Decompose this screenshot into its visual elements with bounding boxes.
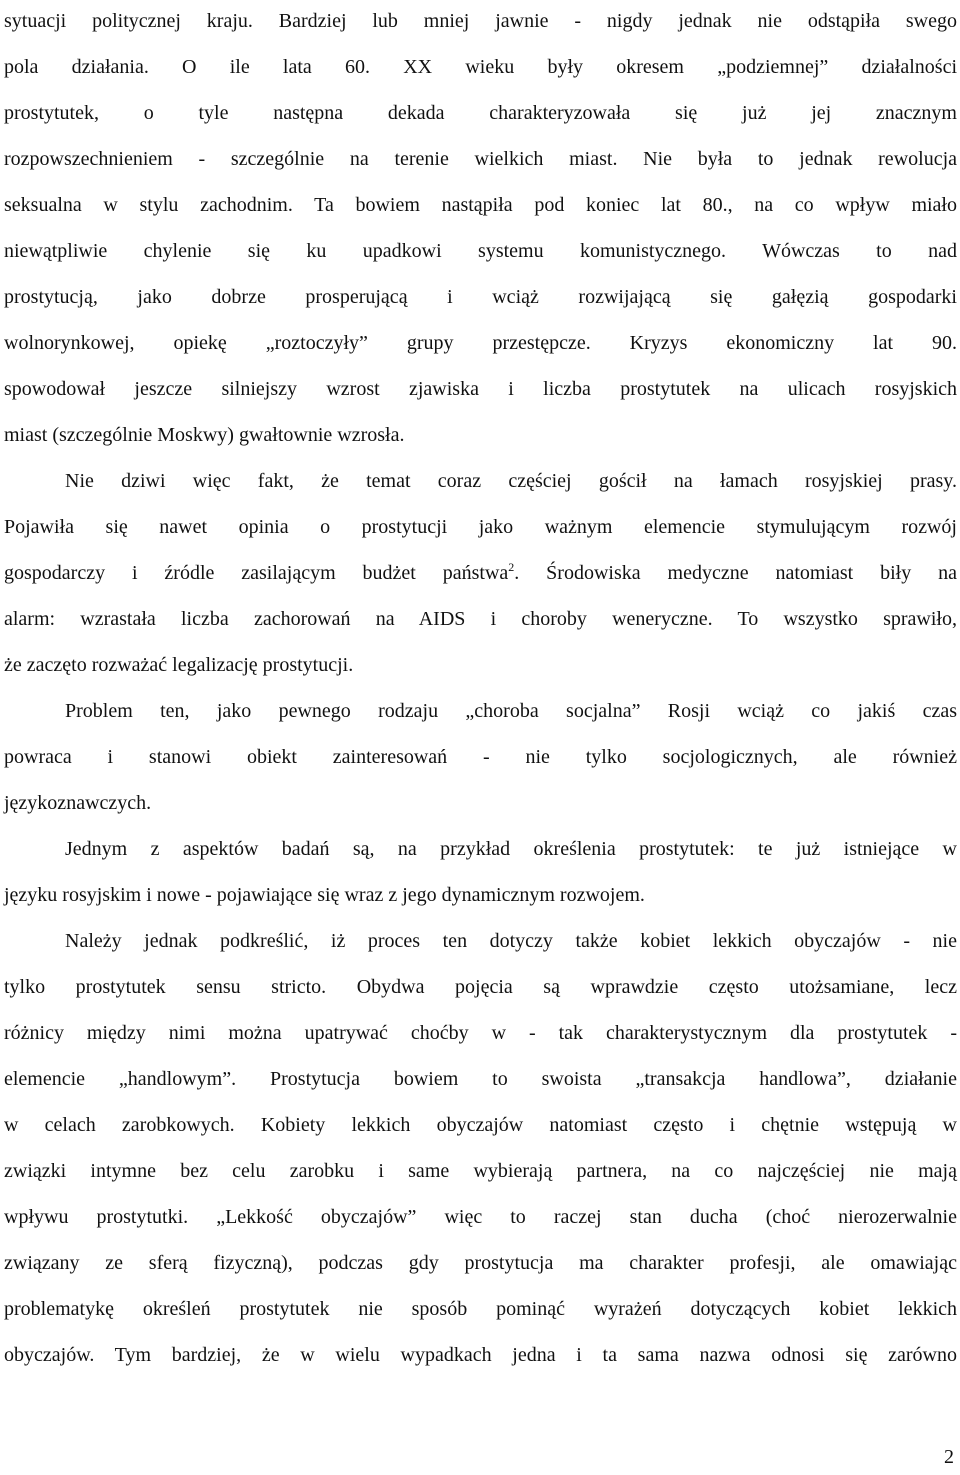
text-line: alarm: wzrastała liczba zachorowań na AIDS i choroby weneryczne. To wszystko sprawiło, (4, 608, 957, 630)
text-line: Problem ten, jako pewnego rodzaju „choroba socjalna” Rosji wciąż co jakiś czas (65, 700, 957, 722)
text-line: Pojawiła się nawet opinia o prostytucji jako ważnym elemencie stymulującym rozwój (4, 516, 957, 538)
footnote-reference[interactable]: 2 (508, 560, 515, 574)
text-line: Należy jednak podkreślić, iż proces ten dotyczy także kobiet lekkich obyczajów - nie (65, 930, 957, 952)
text-line: seksualna w stylu zachodnim. Ta bowiem nastąpiła pod koniec lat 80., na co wpływ miało (4, 194, 957, 216)
text-line: różnicy między nimi można upatrywać choćby w - tak charakterystycznym dla prostytutek - (4, 1022, 957, 1044)
text-line: prostytucją, jako dobrze prosperującą i wciąż rozwijającą się gałęzią gospodarki (4, 286, 957, 308)
text-line: rozpowszechnieniem - szczególnie na terenie wielkich miast. Nie była to jednak rewolucja (4, 148, 957, 170)
text-line: że zaczęto rozważać legalizację prostytucji. (4, 654, 354, 676)
text-line: Jednym z aspektów badań są, na przykład określenia prostytutek: te już istniejące w (65, 838, 957, 860)
text-line: wpływu prostytutki. „Lekkość obyczajów” więc to raczej stan ducha (choć nierozerwalnie (4, 1206, 957, 1228)
text-line: Nie dziwi więc fakt, że temat coraz częściej gościł na łamach rosyjskiej prasy. (65, 470, 957, 492)
text-line (4, 560, 957, 586)
text-fragment: gospodarczy i źródle zasilającym budżet państwa (4, 562, 509, 584)
text-line: elemencie „handlowym”. Prostytucja bowiem to swoista „transakcja handlowa”, działanie (4, 1068, 957, 1090)
text-line: powraca i stanowi obiekt zainteresowań - nie tylko socjologicznych, ale również (4, 746, 957, 768)
text-line: sytuacji politycznej kraju. Bardziej lub mniej jawnie - nigdy jednak nie odstąpiła swego (4, 10, 957, 32)
text-line: językoznawczych. (4, 792, 152, 814)
text-line: prostytutek, o tyle następna dekada charakteryzowała się już jej znacznym (4, 102, 957, 124)
text-line: związany ze sferą fizyczną), podczas gdy prostytucja ma charakter profesji, ale omawiając (4, 1252, 957, 1274)
text-fragment: . Środowiska medyczne natomiast biły na (514, 562, 958, 584)
page-number: 2 (944, 1446, 954, 1468)
text-line: pola działania. O ile lata 60. XX wieku były okresem „podziemnej” działalności (4, 56, 957, 78)
text-line: spowodował jeszcze silniejszy wzrost zjawiska i liczba prostytutek na ulicach rosyjskich (4, 378, 957, 400)
text-line: języku rosyjskim i nowe - pojawiające się wraz z jego dynamicznym rozwojem. (4, 884, 645, 906)
text-line: obyczajów. Tym bardziej, że w wielu wypadkach jedna i ta sama nazwa odnosi się zarówno (4, 1344, 957, 1366)
text-line: wolnorynkowej, opiekę „roztoczyły” grupy przestępcze. Kryzys ekonomiczny lat 90. (4, 332, 957, 354)
text-line: związki intymne bez celu zarobku i same wybierają partnera, na co najczęściej nie mają (4, 1160, 957, 1182)
text-line: w celach zarobkowych. Kobiety lekkich obyczajów natomiast często i chętnie wstępują w (4, 1114, 957, 1136)
text-line: tylko prostytutek sensu stricto. Obydwa pojęcia są wprawdzie często utożsamiane, lecz (4, 976, 957, 998)
text-line: niewątpliwie chylenie się ku upadkowi systemu komunistycznego. Wówczas to nad (4, 240, 957, 262)
text-line: problematykę określeń prostytutek nie sposób pominąć wyrażeń dotyczących kobiet lekkich (4, 1298, 957, 1320)
text-line: miast (szczególnie Moskwy) gwałtownie wzrosła. (4, 424, 405, 446)
